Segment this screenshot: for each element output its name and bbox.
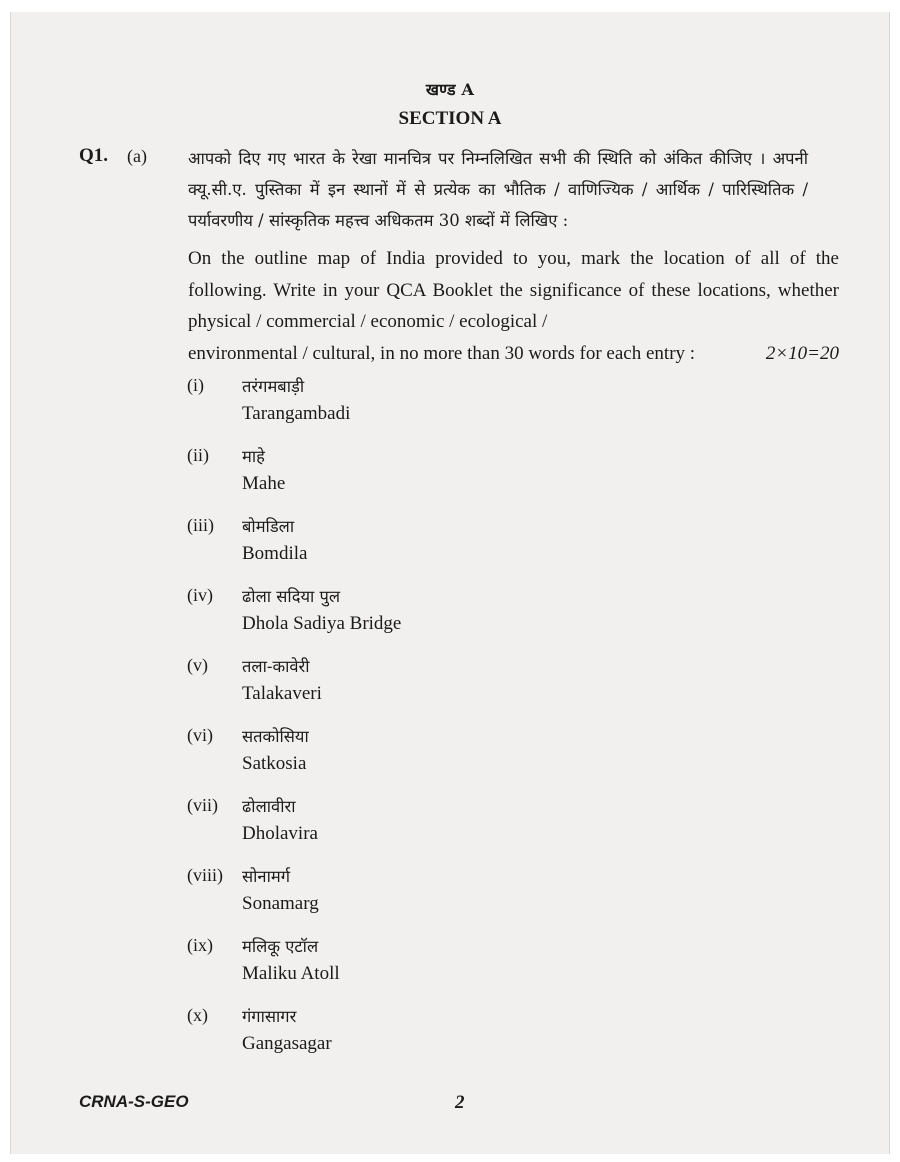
item-number: (viii)	[187, 865, 223, 885]
item-english: Gangasagar	[242, 1033, 332, 1054]
item-hindi: माहे	[242, 447, 265, 466]
item-english: Sonamarg	[242, 893, 319, 914]
item-hindi: सतकोसिया	[242, 727, 309, 746]
item-english: Mahe	[242, 473, 286, 494]
instruction-english-text: On the outline map of India provided to you, mark the location of all of the following. Write in your QCA Booklet the significance of these locations, whether physical / commercial / economic / ecological /	[188, 248, 839, 333]
instruction-hindi: आपको दिए गए भारत के रेखा मानचित्र पर निम्नलिखित सभी की स्थिति को अंकित कीजिए । अपनी क्यू.सी.ए. पुस्तिका में इन स्थानों में से प्रत्येक का भौतिक / वाणिज्यिक / आर्थिक / पारिस्थितिक / पर्यावरणीय / सांस्कृतिक महत्त्व अधिकतम 30 शब्दों में लिखिए :	[188, 149, 808, 230]
item-number: (i)	[187, 375, 204, 395]
item-english: Dhola Sadiya Bridge	[242, 613, 402, 634]
item-number: (x)	[187, 1005, 208, 1025]
item-hindi: तला-कावेरी	[242, 657, 310, 676]
paper-code: CRNA-S-GEO	[79, 1092, 189, 1111]
item-number: (iii)	[187, 515, 214, 535]
item-hindi: तरंगमबाड़ी	[242, 377, 305, 396]
item-number: (vi)	[187, 725, 213, 745]
item-english: Maliku Atoll	[242, 963, 340, 984]
exam-page	[10, 12, 890, 1154]
item-number: (vii)	[187, 795, 218, 815]
item-number: (iv)	[187, 585, 213, 605]
instruction-english	[188, 243, 839, 369]
item-hindi: सोनामर्ग	[242, 867, 291, 886]
item-number: (ii)	[187, 445, 209, 465]
item-english: Talakaveri	[242, 683, 322, 704]
item-hindi: मलिकू एटॉल	[242, 937, 319, 956]
question-number: Q1.	[79, 145, 109, 166]
instruction-english-last: environmental / cultural, in no more than 30 words for each entry :	[188, 342, 696, 364]
item-english: Bomdila	[242, 543, 308, 564]
page-number: 2	[455, 1092, 465, 1113]
instruction-english-last-line	[188, 338, 839, 370]
item-hindi: ढोला सदिया पुल	[242, 587, 341, 606]
item-number: (ix)	[187, 935, 213, 955]
item-english: Tarangambadi	[242, 403, 351, 424]
item-hindi: ढोलावीरा	[242, 797, 296, 816]
section-heading-hindi: खण्ड A	[425, 80, 475, 99]
section-heading: SECTION A	[398, 108, 502, 129]
item-number: (v)	[187, 655, 208, 675]
item-hindi: बोमडिला	[242, 517, 295, 536]
item-hindi: गंगासागर	[242, 1007, 297, 1026]
item-english: Satkosia	[242, 753, 307, 774]
item-english: Dholavira	[242, 823, 318, 844]
question-part: (a)	[127, 146, 147, 166]
marks: 2×10=20	[765, 342, 839, 364]
